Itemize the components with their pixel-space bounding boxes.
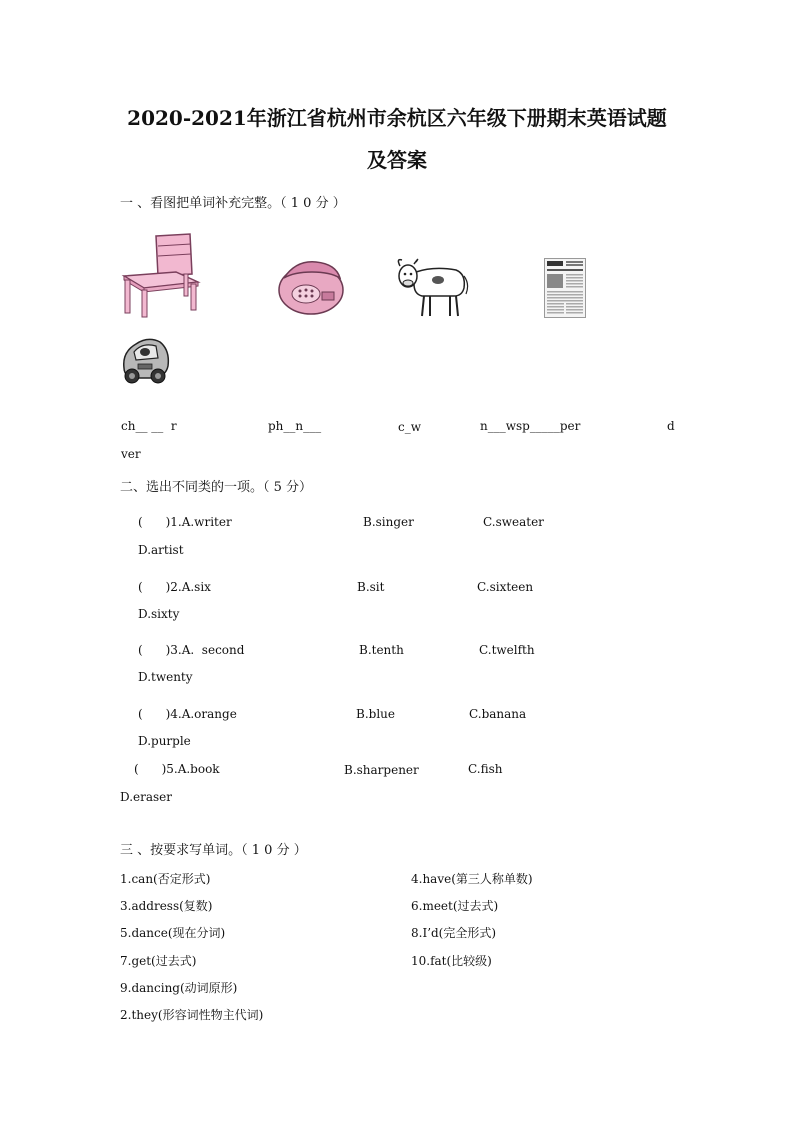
section-1-heading: 一 、看图把单词补充完整。（ 1 0 分 ） — [120, 196, 346, 211]
word-task-5: 5.dance(现在分词) — [120, 926, 226, 940]
word-task-9: 9.dancing(动词原形) — [120, 981, 238, 995]
q2-option-d: D.sixty — [138, 607, 180, 621]
newspaper-picture — [544, 258, 586, 318]
q1-option-c: C.sweater — [483, 515, 544, 529]
section-3-heading: 三 、按要求写单词。（ 1 0 分 ） — [120, 843, 307, 858]
cow-picture — [394, 254, 470, 320]
word-task-2: 2.they(形容词性物主代词) — [120, 1008, 264, 1022]
chair-picture — [118, 232, 204, 318]
car-picture — [118, 332, 172, 388]
word-task-6: 6.meet(过去式) — [411, 899, 499, 913]
blank-newspaper: n___wsp_____per — [480, 419, 581, 433]
q3-option-c: C.twelfth — [479, 643, 535, 657]
q5-option-d: D.eraser — [120, 790, 172, 804]
q5-option-b: B.sharpener — [344, 763, 419, 777]
page-title-line-1: 2020-2021年浙江省杭州市余杭区六年级下册期末英语试题 — [127, 106, 667, 130]
word-task-7: 7.get(过去式) — [120, 954, 197, 968]
word-task-4: 4.have(第三人称单数) — [411, 872, 533, 886]
q2-option-a: ( )2.A.six — [138, 580, 211, 594]
q2-option-b: B.sit — [357, 580, 385, 594]
word-task-10: 10.fat(比较级) — [411, 954, 492, 968]
blank-driver-end: ver — [121, 447, 141, 461]
q5-option-c: C.fish — [468, 762, 503, 776]
blank-phone: ph__n___ — [268, 419, 322, 433]
page-title-line-2: 及答案 — [367, 148, 427, 172]
q4-option-d: D.purple — [138, 734, 191, 748]
blank-chair: ch__ __ r — [121, 419, 177, 433]
q3-option-b: B.tenth — [359, 643, 404, 657]
q4-option-a: ( )4.A.orange — [138, 707, 237, 721]
telephone-picture — [276, 256, 346, 318]
word-task-8: 8.I’d(完全形式) — [411, 926, 497, 940]
word-task-1: 1.can(否定形式) — [120, 872, 211, 886]
section-2-heading: 二、选出不同类的一项。（ 5 分） — [120, 480, 313, 495]
word-task-3: 3.address(复数) — [120, 899, 213, 913]
q4-option-b: B.blue — [356, 707, 395, 721]
q1-option-a: ( )1.A.writer — [138, 515, 232, 529]
q3-option-a: ( )3.A. second — [138, 643, 245, 657]
q1-option-b: B.singer — [363, 515, 414, 529]
q5-option-a: ( )5.A.book — [134, 762, 220, 776]
blank-driver-start: d — [667, 419, 675, 433]
q4-option-c: C.banana — [469, 707, 527, 721]
q2-option-c: C.sixteen — [477, 580, 534, 594]
q3-option-d: D.twenty — [138, 670, 193, 684]
blank-cow: c_w — [398, 420, 421, 434]
q1-option-d: D.artist — [138, 543, 184, 557]
